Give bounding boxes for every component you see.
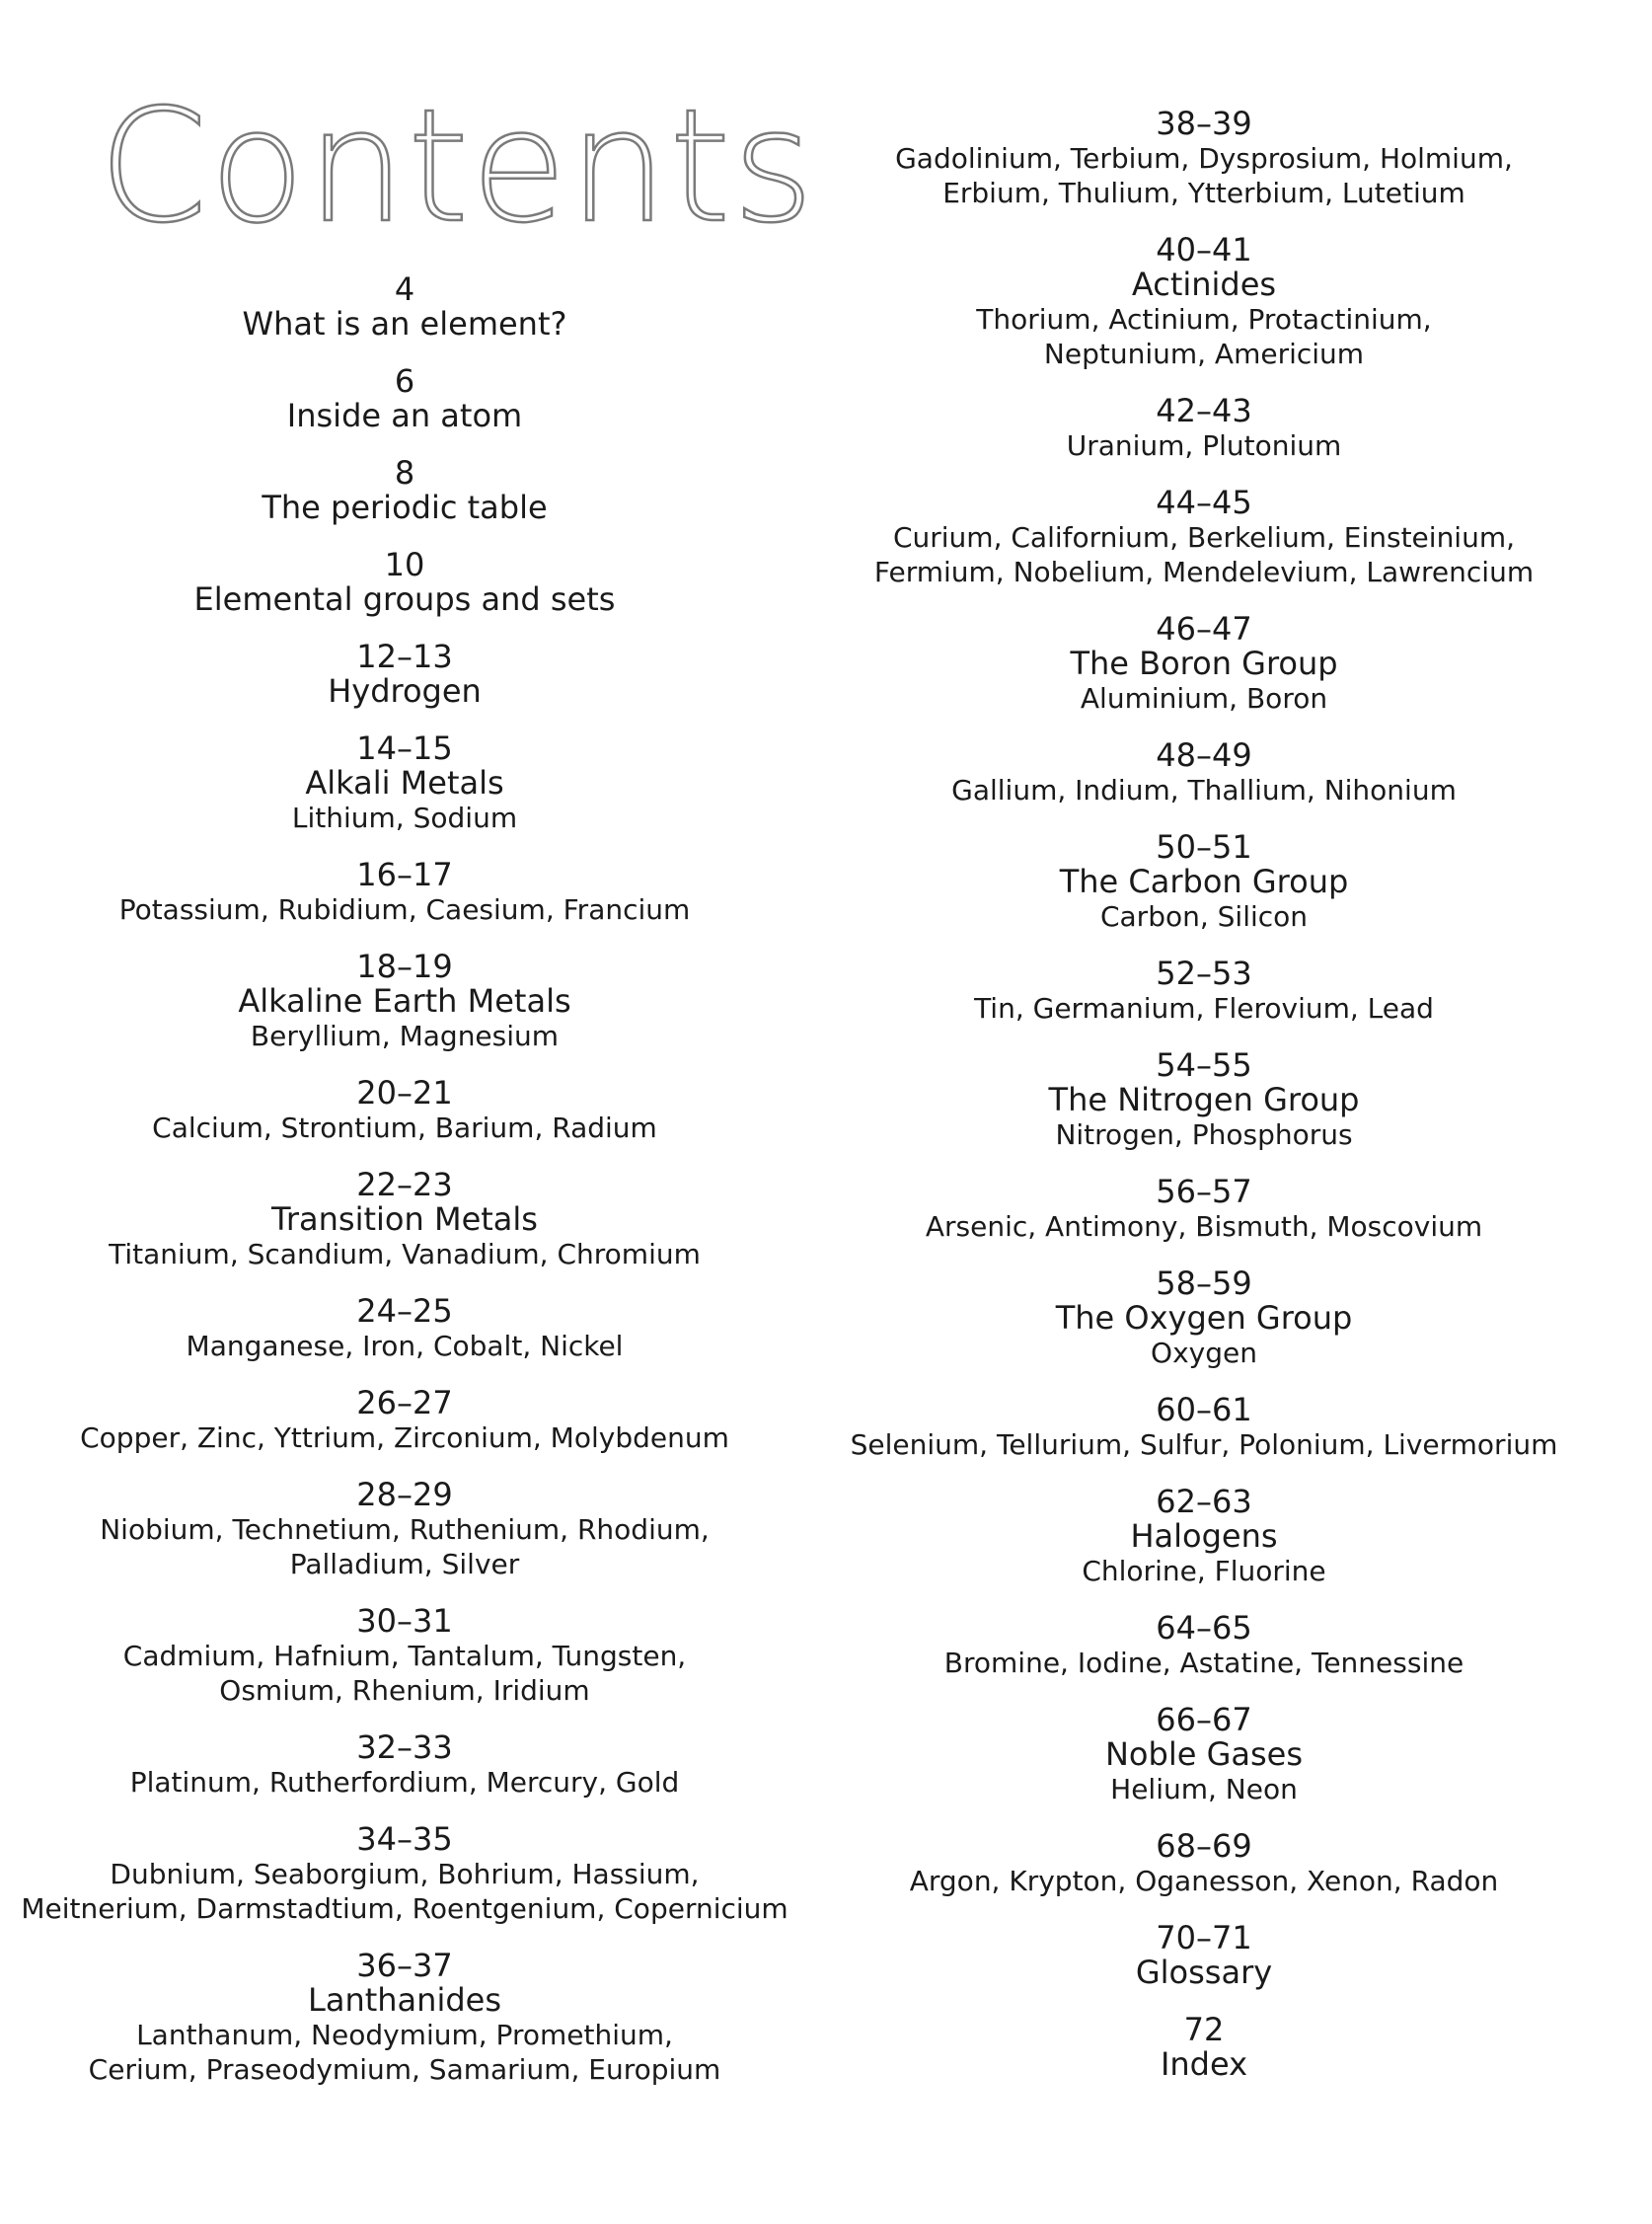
toc-section-title: Lanthanides <box>308 1981 501 2019</box>
toc-elements-list: Thorium, Actinium, Protactinium, Neptunium, Americium <box>976 303 1432 370</box>
toc-elements-list: Chlorine, Fluorine <box>1082 1555 1326 1587</box>
toc-page-numbers: 10 <box>384 546 425 583</box>
toc-entry <box>0 1386 809 1455</box>
toc-page-numbers: 40–41 <box>1156 231 1252 268</box>
toc-page-numbers: 24–25 <box>356 1292 453 1330</box>
toc-elements-list: Beryllium, Magnesium <box>250 1020 560 1052</box>
toc-entry <box>849 2013 1559 2082</box>
toc-section-title: Alkaline Earth Metals <box>238 982 571 1020</box>
toc-entry <box>0 272 809 342</box>
contents-column-right <box>849 107 1559 2105</box>
toc-page-numbers: 72 <box>1183 2011 1225 2048</box>
toc-elements-list: Curium, Californium, Berkelium, Einsteinium, Fermium, Nobelium, Mendelevium, Lawrencium <box>873 521 1535 588</box>
toc-page-numbers: 8 <box>394 454 415 492</box>
toc-section-title: Index <box>1160 2045 1248 2083</box>
toc-section-title: Elemental groups and sets <box>193 580 616 618</box>
toc-elements-list: Lanthanum, Neodymium, Promethium, Cerium, Praseodymium, Samarium, Europium <box>88 2019 721 2086</box>
toc-page-numbers: 28–29 <box>356 1476 453 1513</box>
toc-page-numbers: 16–17 <box>356 856 453 893</box>
toc-page-numbers: 12–13 <box>356 638 453 675</box>
toc-elements-list: Niobium, Technetium, Ruthenium, Rhodium, Palladium, Silver <box>100 1513 710 1580</box>
toc-page-numbers: 30–31 <box>356 1602 453 1640</box>
toc-elements-list: Platinum, Rutherfordium, Mercury, Gold <box>129 1766 680 1799</box>
toc-entry <box>0 548 809 617</box>
toc-section-title: The Carbon Group <box>1059 863 1349 900</box>
toc-page-numbers: 6 <box>394 362 415 400</box>
toc-entry <box>849 1048 1559 1152</box>
toc-entry <box>0 456 809 525</box>
toc-page-numbers: 22–23 <box>356 1166 453 1203</box>
toc-entry <box>849 612 1559 716</box>
toc-elements-list: Potassium, Rubidium, Caesium, Francium <box>118 893 691 926</box>
toc-entry <box>849 1393 1559 1462</box>
toc-page-numbers: 38–39 <box>1156 105 1252 142</box>
toc-entry <box>0 1604 809 1708</box>
toc-page-numbers: 46–47 <box>1156 610 1252 648</box>
toc-page-numbers: 68–69 <box>1156 1827 1252 1865</box>
toc-elements-list: Carbon, Silicon <box>1099 900 1309 933</box>
toc-page-numbers: 42–43 <box>1156 392 1252 429</box>
toc-elements-list: Tin, Germanium, Flerovium, Lead <box>974 992 1434 1025</box>
toc-section-title: Transition Metals <box>271 1200 538 1238</box>
toc-entry <box>849 957 1559 1026</box>
toc-page-numbers: 4 <box>394 270 415 308</box>
toc-entry <box>0 1478 809 1581</box>
toc-entry <box>0 640 809 709</box>
toc-entry <box>0 950 809 1053</box>
toc-entry <box>849 394 1559 463</box>
toc-section-title: The periodic table <box>262 489 548 526</box>
toc-elements-list: Manganese, Iron, Cobalt, Nickel <box>186 1330 624 1362</box>
toc-section-title: The Boron Group <box>1070 645 1338 682</box>
toc-entry <box>849 233 1559 371</box>
toc-elements-list: Gadolinium, Terbium, Dysprosium, Holmium, Erbium, Thulium, Ytterbium, Lutetium <box>895 142 1513 209</box>
toc-section-title: Noble Gases <box>1104 1735 1303 1773</box>
toc-elements-list: Copper, Zinc, Yttrium, Zirconium, Molybdenum <box>80 1421 729 1454</box>
toc-section-title: Halogens <box>1130 1517 1278 1555</box>
toc-elements-list: Oxygen <box>1151 1337 1257 1369</box>
toc-page-numbers: 70–71 <box>1156 1919 1252 1956</box>
toc-section-title: Alkali Metals <box>305 764 504 802</box>
toc-entry <box>0 1076 809 1145</box>
toc-section-title: Inside an atom <box>286 397 523 434</box>
toc-entry <box>849 107 1559 210</box>
toc-section-title: Hydrogen <box>328 672 482 710</box>
toc-elements-list: Aluminium, Boron <box>1080 682 1328 715</box>
toc-page-numbers: 58–59 <box>1156 1265 1252 1302</box>
toc-elements-list: Nitrogen, Phosphorus <box>1055 1118 1353 1151</box>
toc-entry <box>849 1611 1559 1680</box>
toc-entry <box>0 1168 809 1271</box>
toc-elements-list: Bromine, Iodine, Astatine, Tennessine <box>943 1647 1464 1679</box>
toc-elements-list: Lithium, Sodium <box>291 802 518 834</box>
contents-column-left <box>0 272 809 2109</box>
toc-entry <box>849 1266 1559 1370</box>
toc-elements-list: Titanium, Scandium, Vanadium, Chromium <box>109 1238 701 1270</box>
toc-page-numbers: 64–65 <box>1156 1609 1252 1647</box>
toc-section-title: Actinides <box>1131 266 1277 303</box>
toc-entry <box>849 738 1559 807</box>
toc-elements-list: Selenium, Tellurium, Sulfur, Polonium, Livermorium <box>850 1428 1558 1461</box>
toc-elements-list: Cadmium, Hafnium, Tantalum, Tungsten, Osmium, Rhenium, Iridium <box>122 1640 687 1707</box>
toc-elements-list: Arsenic, Antimony, Bismuth, Moscovium <box>925 1210 1483 1243</box>
toc-page-numbers: 36–37 <box>356 1947 453 1984</box>
toc-entry <box>849 1921 1559 1990</box>
page-title: Contents <box>99 76 816 258</box>
toc-entry <box>0 364 809 433</box>
toc-section-title: The Nitrogen Group <box>1048 1081 1360 1118</box>
toc-page-numbers: 26–27 <box>356 1384 453 1421</box>
toc-entry <box>0 1730 809 1800</box>
toc-entry <box>849 1703 1559 1806</box>
toc-section-title: The Oxygen Group <box>1055 1299 1353 1337</box>
toc-page-numbers: 44–45 <box>1156 484 1252 521</box>
toc-section-title: What is an element? <box>242 305 567 343</box>
toc-elements-list: Uranium, Plutonium <box>1066 429 1342 462</box>
toc-page-numbers: 34–35 <box>356 1820 453 1858</box>
toc-entry <box>849 1175 1559 1244</box>
toc-page-numbers: 18–19 <box>356 948 453 985</box>
toc-entry <box>0 1294 809 1363</box>
toc-entry <box>0 858 809 927</box>
toc-page-numbers: 66–67 <box>1156 1701 1252 1738</box>
toc-entry <box>0 1822 809 1926</box>
toc-section-title: Glossary <box>1135 1954 1273 1991</box>
toc-page-numbers: 54–55 <box>1156 1046 1252 1084</box>
toc-page-numbers: 62–63 <box>1156 1483 1252 1520</box>
toc-page-numbers: 50–51 <box>1156 828 1252 866</box>
toc-page-numbers: 48–49 <box>1156 736 1252 774</box>
toc-entry <box>0 1949 809 2087</box>
toc-entry <box>849 830 1559 934</box>
toc-entry <box>849 1485 1559 1588</box>
toc-entry <box>849 486 1559 589</box>
toc-entry <box>0 731 809 835</box>
toc-elements-list: Argon, Krypton, Oganesson, Xenon, Radon <box>909 1865 1499 1897</box>
toc-elements-list: Helium, Neon <box>1110 1773 1298 1805</box>
toc-elements-list: Calcium, Strontium, Barium, Radium <box>152 1112 657 1144</box>
toc-elements-list: Gallium, Indium, Thallium, Nihonium <box>951 774 1457 806</box>
toc-entry <box>849 1829 1559 1898</box>
toc-page-numbers: 56–57 <box>1156 1173 1252 1210</box>
toc-page-numbers: 52–53 <box>1156 955 1252 992</box>
toc-page-numbers: 20–21 <box>356 1074 453 1112</box>
toc-page-numbers: 60–61 <box>1156 1391 1252 1428</box>
toc-page-numbers: 32–33 <box>356 1728 453 1766</box>
toc-page-numbers: 14–15 <box>356 729 453 767</box>
toc-elements-list: Dubnium, Seaborgium, Bohrium, Hassium, Meitnerium, Darmstadtium, Roentgenium, Copernicium <box>21 1858 788 1925</box>
